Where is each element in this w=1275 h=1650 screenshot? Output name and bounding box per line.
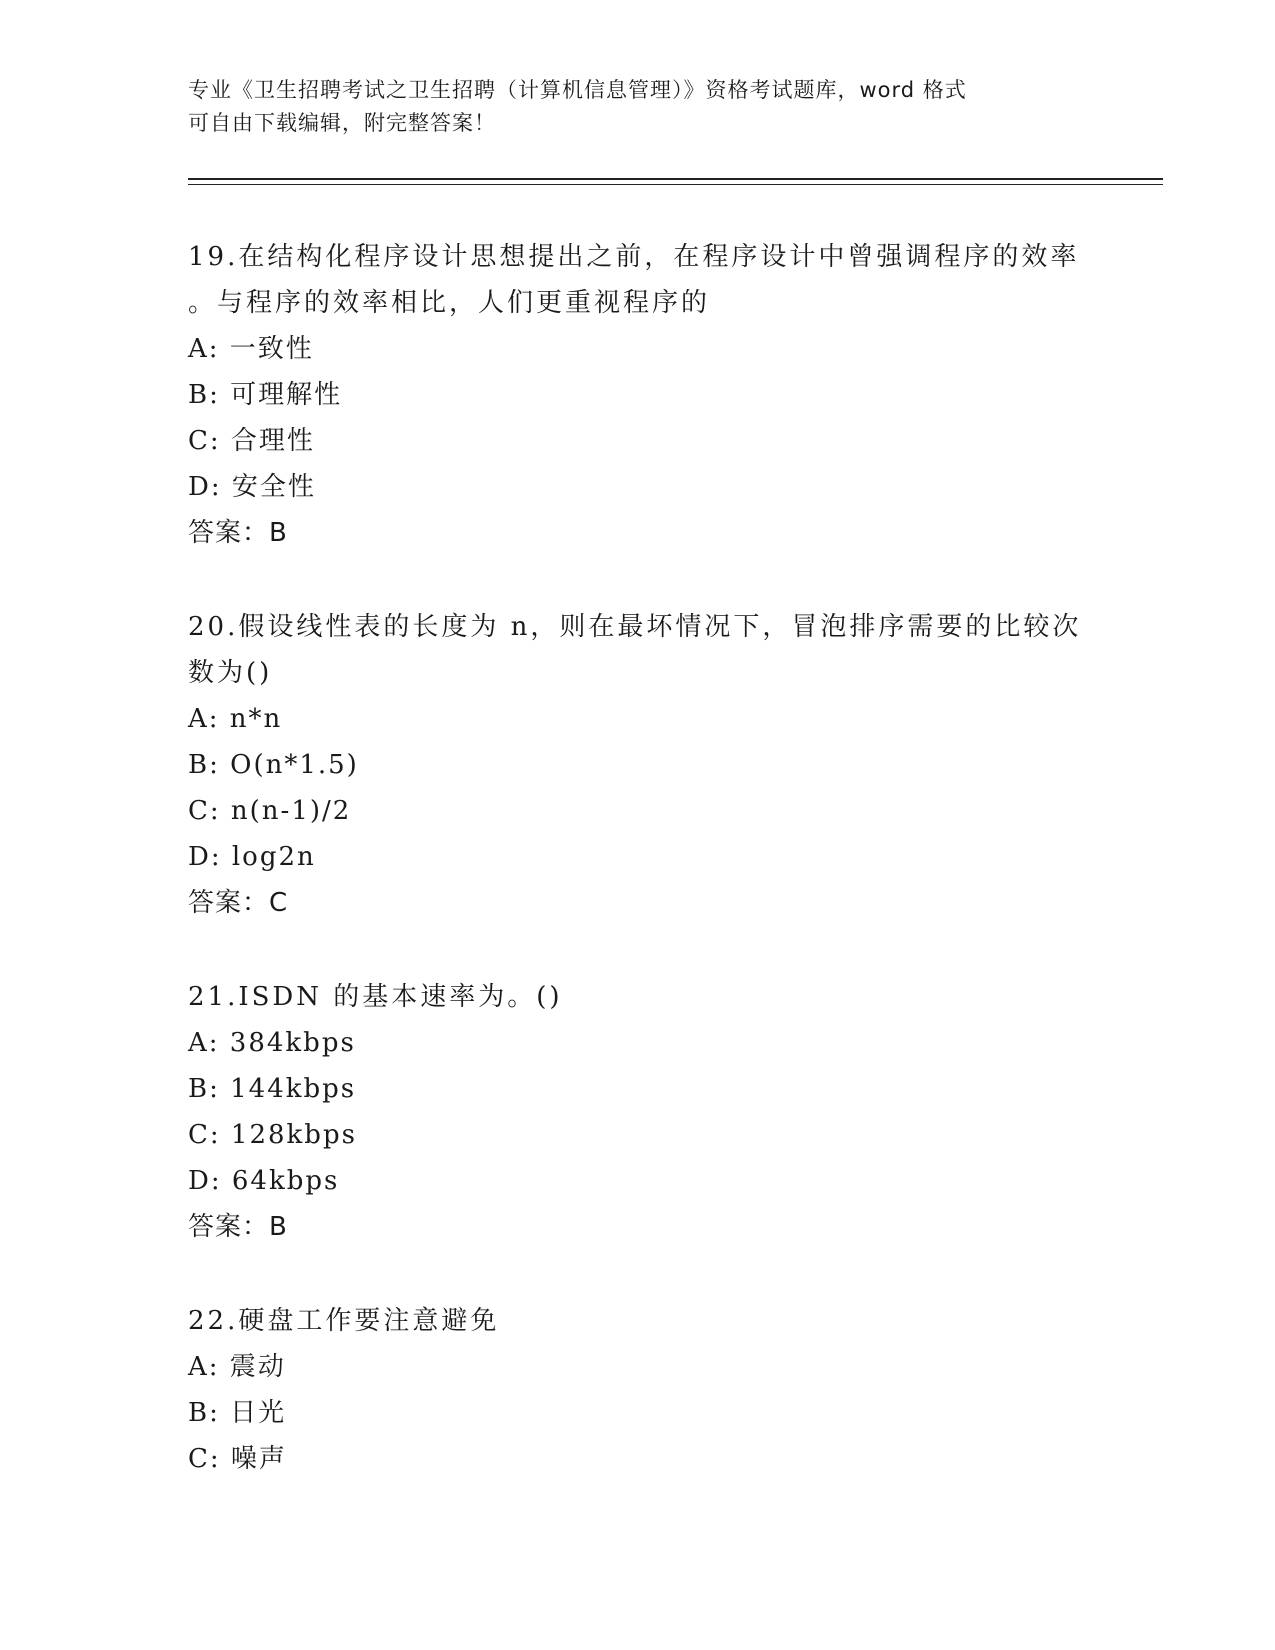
option-d: D: 64kbps xyxy=(188,1166,340,1196)
question-21 xyxy=(188,974,1088,1250)
option-c: C: 合理性 xyxy=(188,426,315,456)
option-d: D: 安全性 xyxy=(188,472,316,502)
option-a: A: 一致性 xyxy=(188,334,314,364)
option-b: B: 日光 xyxy=(188,1398,287,1428)
header-divider-thin xyxy=(188,184,1163,185)
answer-line: 答案：C xyxy=(188,888,289,918)
option-a: A: 384kbps xyxy=(188,1028,356,1058)
option-a: A: 震动 xyxy=(188,1352,286,1382)
option-b: B: 144kbps xyxy=(188,1074,357,1104)
option-b: B: O(n*1.5) xyxy=(188,750,359,780)
option-d: D: log2n xyxy=(188,842,316,872)
question-20 xyxy=(188,604,1088,926)
option-c: C: 128kbps xyxy=(188,1120,357,1150)
question-stem-continued: 数为() xyxy=(188,658,273,688)
option-a: A: n*n xyxy=(188,704,283,734)
option-c: C: 噪声 xyxy=(188,1444,287,1474)
option-c: C: n(n-1)/2 xyxy=(188,796,352,826)
header-divider-thick xyxy=(188,178,1163,180)
option-b: B: 可理解性 xyxy=(188,380,343,410)
question-list xyxy=(188,234,1088,1530)
question-19 xyxy=(188,234,1088,556)
answer-line: 答案：B xyxy=(188,518,288,548)
answer-line: 答案：B xyxy=(188,1212,288,1242)
question-22 xyxy=(188,1298,1088,1482)
header-line-1: 专业《卫生招聘考试之卫生招聘（计算机信息管理）》资格考试题库，word 格式 xyxy=(188,78,967,102)
question-stem: 22.硬盘工作要注意避免 xyxy=(188,1306,500,1336)
header-line-2: 可自由下载编辑，附完整答案！ xyxy=(188,111,496,135)
question-stem: 19.在结构化程序设计思想提出之前，在程序设计中曾强调程序的效率 xyxy=(188,242,1080,272)
question-stem: 20.假设线性表的长度为 n，则在最坏情况下，冒泡排序需要的比较次 xyxy=(188,612,1082,642)
document-header xyxy=(188,74,1088,140)
question-stem: 21.ISDN 的基本速率为。() xyxy=(188,982,563,1012)
question-stem-continued: 。与程序的效率相比，人们更重视程序的 xyxy=(188,288,711,318)
